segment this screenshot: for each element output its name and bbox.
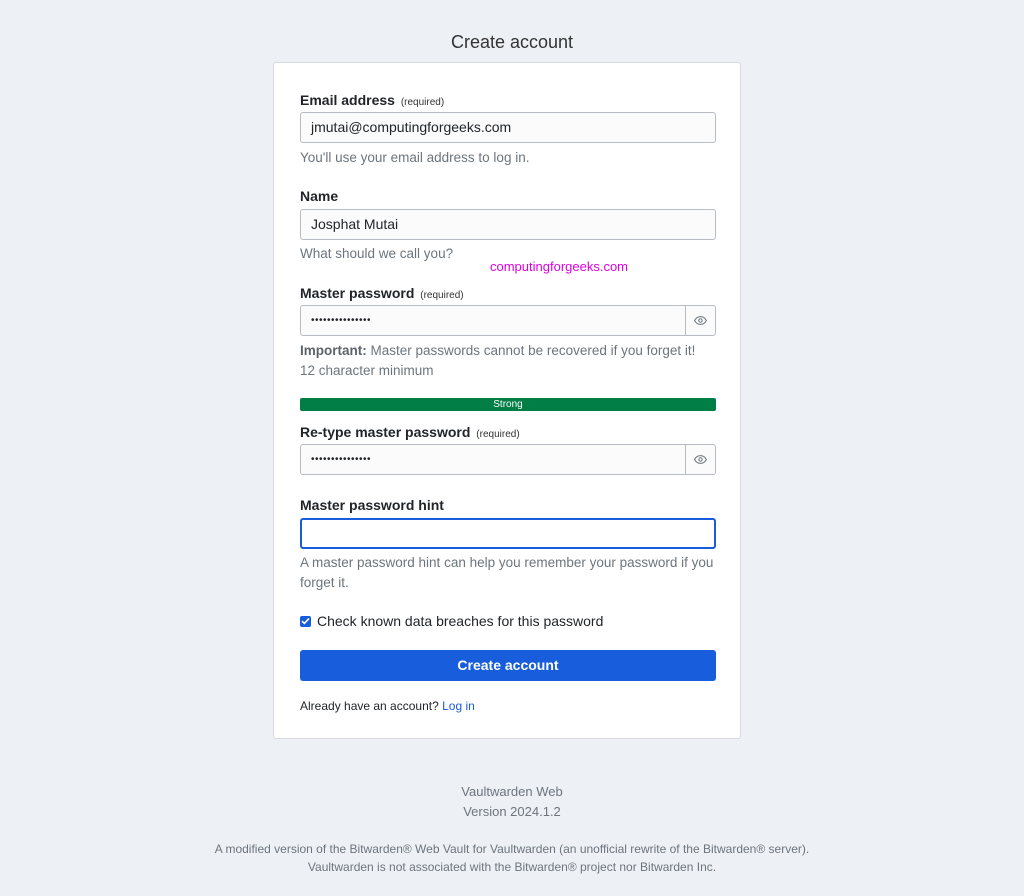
master-password-help-text xyxy=(300,341,716,381)
password-strength-bar xyxy=(300,398,716,411)
login-prompt-text: Already have an account? xyxy=(300,699,439,713)
email-help-text: You'll use your email address to log in. xyxy=(300,150,530,165)
breach-check-row xyxy=(300,613,603,629)
app-info xyxy=(0,782,1024,822)
notice-line-2: Vaultwarden is not associated with the Bitwarden® project nor Bitwarden Inc. xyxy=(307,860,717,874)
name-label xyxy=(300,188,338,204)
password-strength-label: Strong xyxy=(493,399,523,410)
create-account-card xyxy=(273,62,741,739)
notice-line-1: A modified version of the Bitwarden® Web Vault for Vaultwarden (an unofficial rewrite of the Bitwarden® server). xyxy=(214,842,810,856)
hint-help-text: A master password hint can help you remember your password if you forget it. xyxy=(300,555,714,590)
retype-password-required-tag: (required) xyxy=(476,429,520,440)
login-link[interactable]: Log in xyxy=(442,699,475,713)
breach-check-checkbox[interactable] xyxy=(300,616,311,627)
app-version: Version 2024.1.2 xyxy=(463,804,561,819)
watermark-text: computingforgeeks.com xyxy=(490,259,629,274)
name-help-text: What should we call you? xyxy=(300,246,454,261)
retype-password-label-text: Re-type master password xyxy=(300,424,471,440)
breach-check-label: Check known data breaches for this password xyxy=(317,613,604,629)
email-required-tag: (required) xyxy=(400,97,445,108)
checkmark-icon xyxy=(301,617,310,625)
master-password-input[interactable]: ••••••••••••••• xyxy=(311,315,372,326)
email-label-text: Email address xyxy=(300,92,395,108)
email-input[interactable]: jmutai@computingforgeeks.com xyxy=(300,112,716,143)
minimum-length-text: 12 character minimum xyxy=(300,363,434,378)
name-label-text: Name xyxy=(300,188,339,204)
login-prompt xyxy=(300,699,475,713)
app-name: Vaultwarden Web xyxy=(461,784,563,799)
hint-input[interactable] xyxy=(300,518,716,549)
email-label xyxy=(300,92,444,108)
master-password-label-text: Master password xyxy=(300,285,415,301)
page-title: Create account xyxy=(450,32,574,52)
master-password-toggle-button[interactable] xyxy=(685,306,715,335)
hint-label xyxy=(300,497,444,513)
name-input[interactable]: Josphat Mutai xyxy=(300,209,716,240)
master-password-required-tag: (required) xyxy=(420,290,464,301)
hint-label-text: Master password hint xyxy=(300,497,444,513)
eye-icon xyxy=(694,316,707,325)
footer-notice xyxy=(0,840,1024,876)
important-text: Master passwords cannot be recovered if you forget it! xyxy=(366,343,696,358)
create-account-button[interactable]: Create account xyxy=(300,650,716,681)
master-password-input-group xyxy=(300,305,716,336)
retype-password-input-group xyxy=(300,444,716,475)
retype-password-input[interactable]: ••••••••••••••• xyxy=(311,454,372,465)
retype-password-label xyxy=(300,424,520,440)
retype-password-toggle-button[interactable] xyxy=(685,445,715,474)
master-password-label xyxy=(300,285,464,301)
eye-icon xyxy=(694,455,707,464)
important-label: Important: xyxy=(300,343,367,358)
